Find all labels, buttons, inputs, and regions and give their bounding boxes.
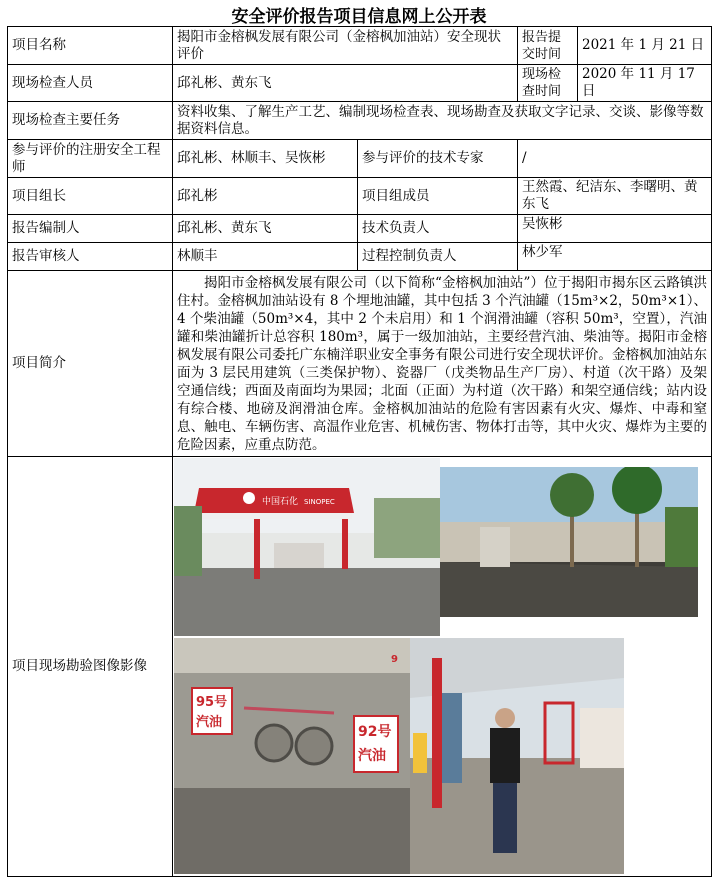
experts-value: / <box>518 140 712 178</box>
project-name-value: 揭阳市金榕枫发展有限公司（金榕枫加油站）安全现状评价 <box>173 27 518 65</box>
intro-label: 项目简介 <box>8 271 173 457</box>
tag-92-fuel: 汽油 <box>358 748 386 764</box>
tasks-label: 现场检查主要任务 <box>8 102 173 140</box>
inspect-time-value: 2020 年 11 月 17 日 <box>578 65 712 102</box>
photo-station-canopy <box>174 458 440 636</box>
experts-label: 参与评价的技术专家 <box>358 140 518 178</box>
reviewer-label: 报告审核人 <box>8 243 173 271</box>
tech-lead-label: 技术负责人 <box>358 215 518 243</box>
engineers-value: 邱礼彬、林顺丰、吴恢彬 <box>173 140 358 178</box>
members-label: 项目组成员 <box>358 178 518 215</box>
submit-time-value: 2021 年 1 月 21 日 <box>578 27 712 65</box>
wall-number: 9 <box>391 654 398 665</box>
photo-inspector <box>410 638 624 874</box>
compiler-label: 报告编制人 <box>8 215 173 243</box>
canopy-brand-text: 中国石化 <box>262 497 299 507</box>
leader-value: 邱礼彬 <box>173 178 358 215</box>
photos-cell <box>173 457 712 877</box>
tag-92-number: 92号 <box>358 724 392 740</box>
page-title: 安全评价报告项目信息网上公开表 <box>231 7 487 27</box>
tag-95-fuel: 汽油 <box>196 715 223 730</box>
photo-tank-tags <box>174 638 410 874</box>
process-label: 过程控制负责人 <box>358 243 518 271</box>
engineers-label: 参与评价的注册安全工程师 <box>8 140 173 178</box>
members-value: 王然霞、纪洁东、李曙明、黄东飞 <box>518 178 712 215</box>
photo-tank-area <box>440 467 698 617</box>
photos-label: 项目现场勘验图像影像 <box>8 457 173 877</box>
process-value: 林少军 <box>518 243 712 271</box>
info-table <box>7 26 712 877</box>
project-name-label: 项目名称 <box>8 27 173 65</box>
inspect-time-label: 现场检查时间 <box>518 65 578 102</box>
inspectors-value: 邱礼彬、黄东飞 <box>173 65 518 102</box>
inspectors-label: 现场检查人员 <box>8 65 173 102</box>
submit-time-label: 报告提交时间 <box>518 27 578 65</box>
canopy-en-text: SINOPEC <box>304 498 335 506</box>
leader-label: 项目组长 <box>8 178 173 215</box>
compiler-value: 邱礼彬、黄东飞 <box>173 215 358 243</box>
tech-lead-value: 吴恢彬 <box>518 215 712 243</box>
reviewer-value: 林顺丰 <box>173 243 358 271</box>
tag-95-number: 95号 <box>196 695 228 710</box>
intro-value: 揭阳市金榕枫发展有限公司（以下简称“金榕枫加油站”）位于揭阳市揭东区云路镇洪住村。金榕枫加油站设有 8 个埋地油罐，其中包括 3 个汽油罐（15m³×2，50m³×1）、4 个柴油罐（50m³×4，其中 2 个未启用）和 1 个润滑油罐（容积 50m³，空置），汽油罐和柴油罐折计总容积 180m³，属于一级加油站，主要经营汽油、柴油等。揭阳市金榕枫发展有限公司委托广东楠洋职业安全事务有限公司进行安全现状评价。金榕枫加油站东面为 3 层民用建筑（三类保护物）、瓷器厂（戊类物品生产厂房）、村道（次干路）及架空通信线；西面及南面均为果园；北面（正面）为村道（次干路）和架空通信线；站内设有综合楼、地磅及润滑油仓库。金榕枫加油站的危险有害因素有火灾、爆炸、中毒和窒息、触电、车辆伤害、高温作业危害、机械伤害、物体打击等，其中火灾、爆炸为主要的危险因素，应重点防范。 <box>173 271 712 457</box>
tasks-value: 资料收集、了解生产工艺、编制现场检查表、现场勘查及获取文字记录、交谈、影像等数据资料信息。 <box>173 102 712 140</box>
